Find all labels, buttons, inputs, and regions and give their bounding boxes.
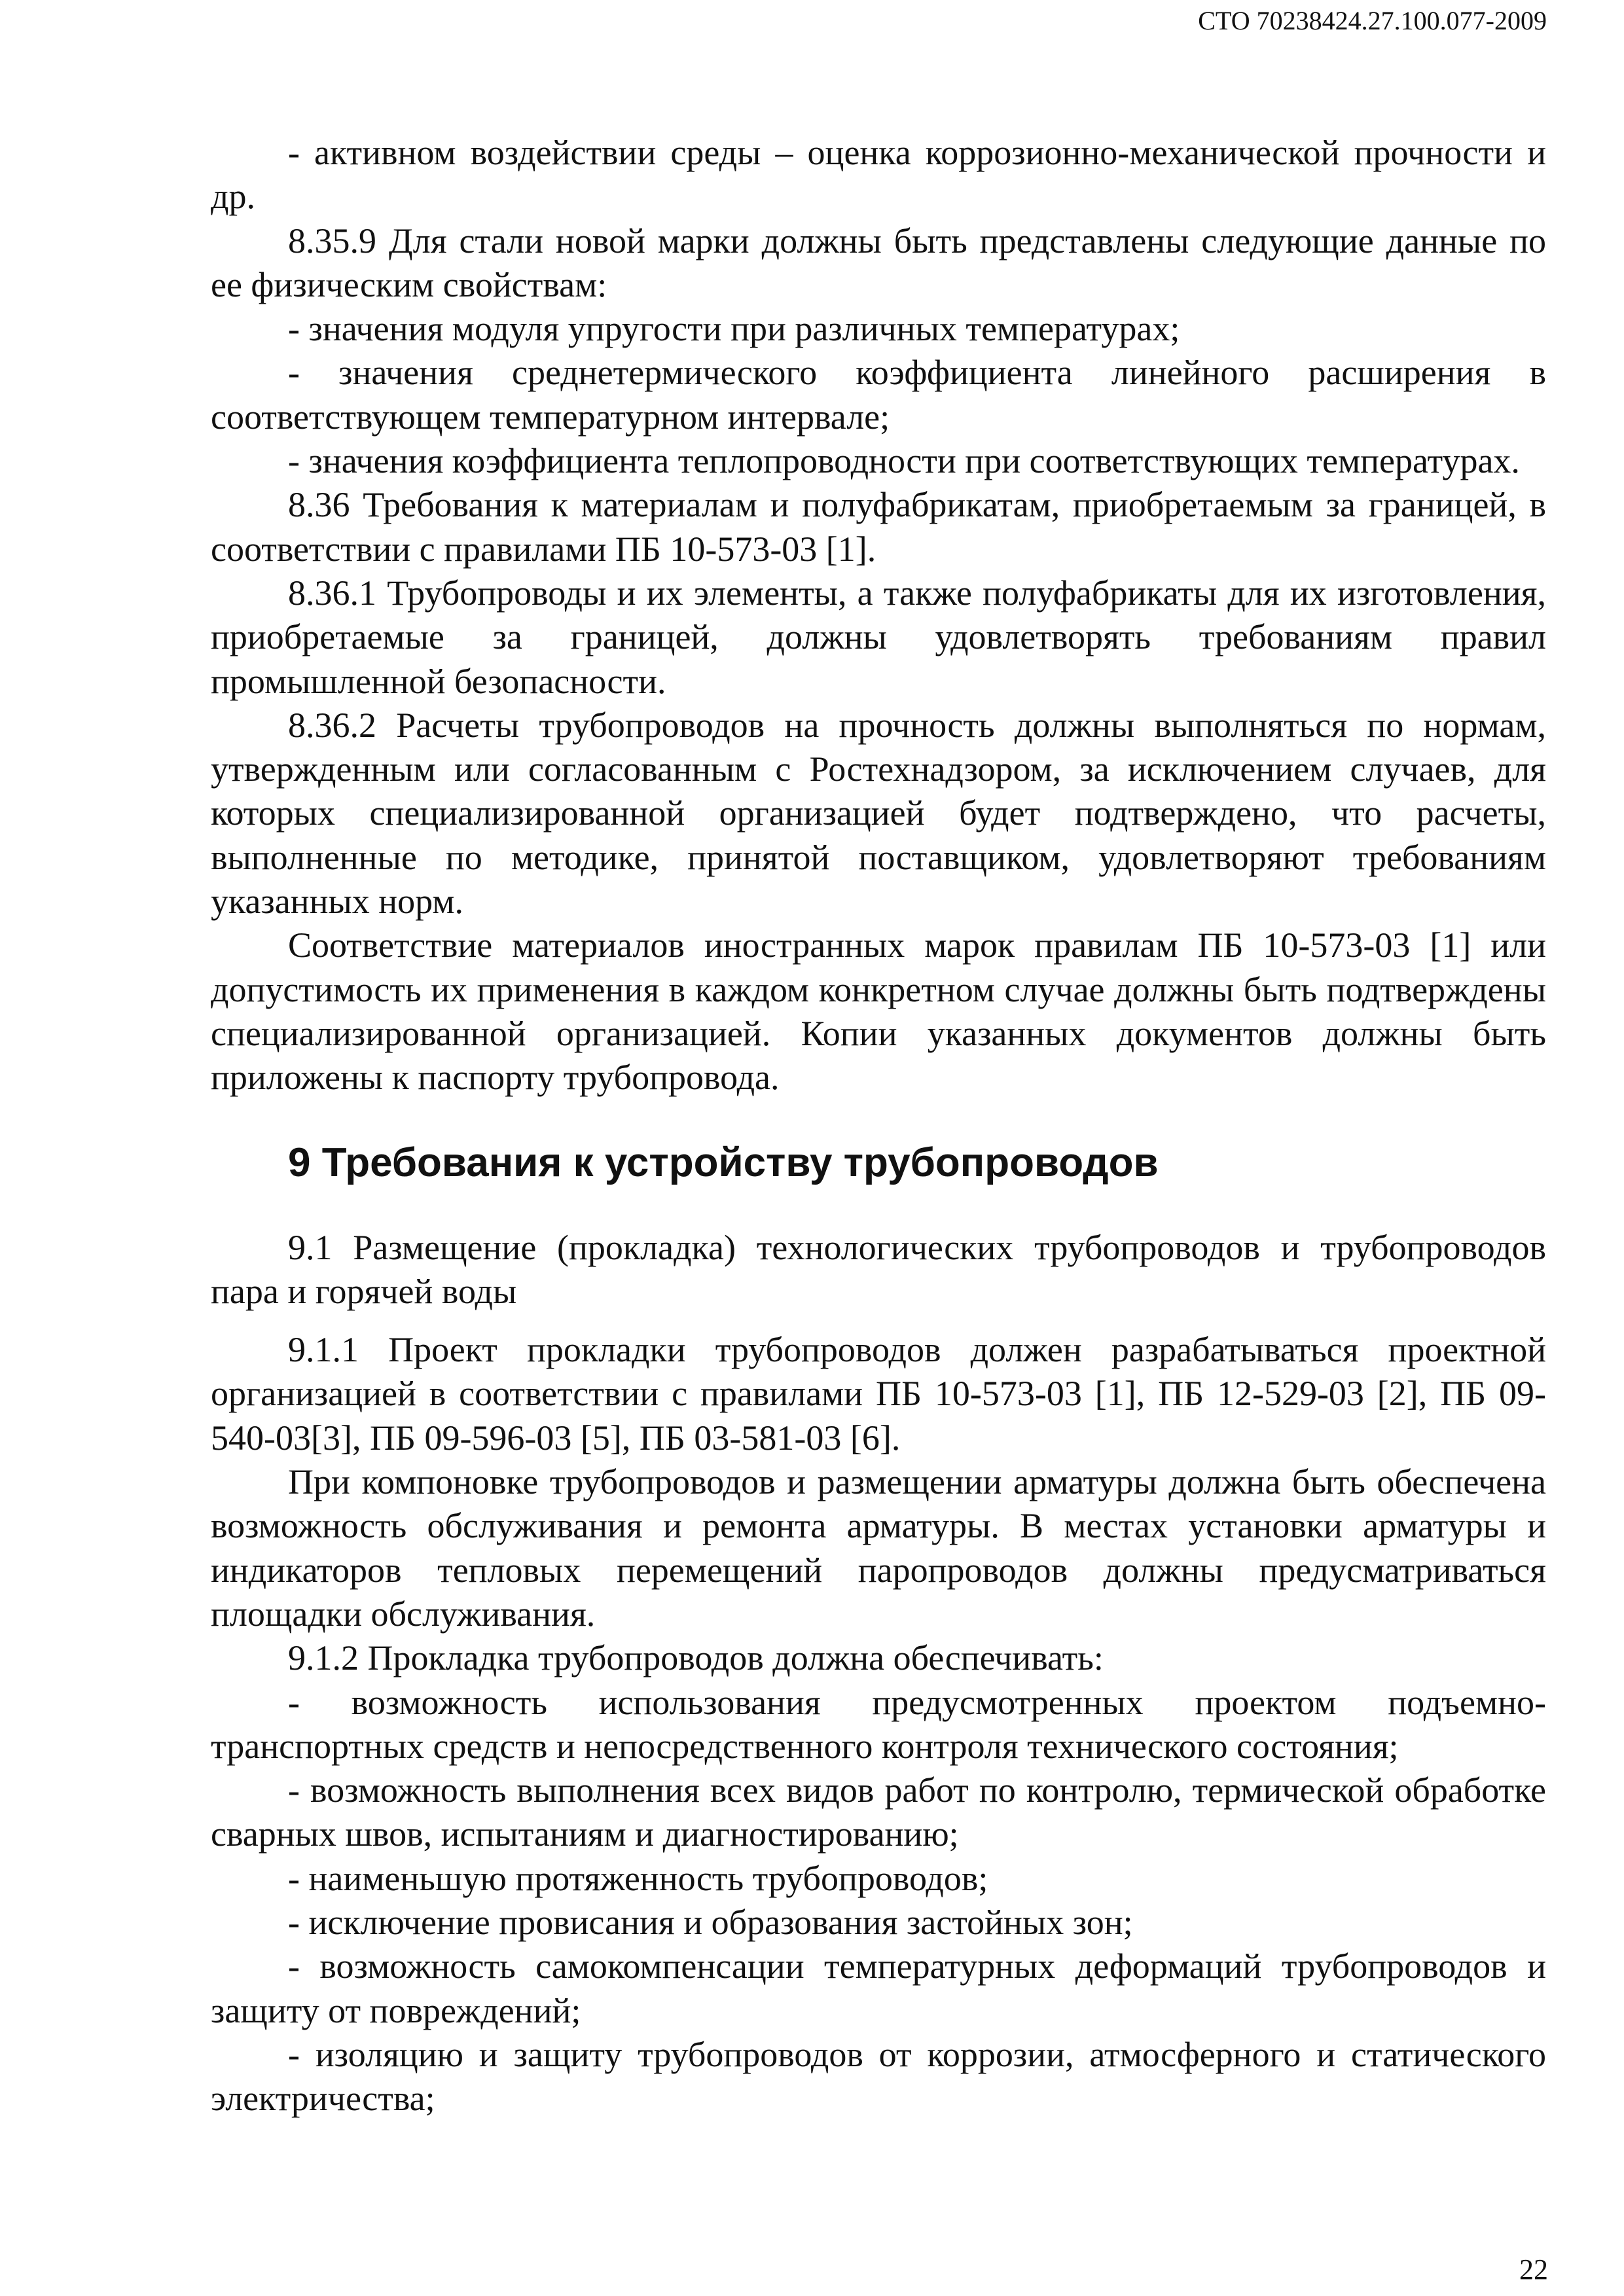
page-number: 22 bbox=[1519, 2253, 1548, 2286]
list-item: - наименьшую протяженность трубопроводов; bbox=[288, 1858, 988, 1898]
paragraph: - значения модуля упругости при различных температурах; bbox=[288, 309, 1180, 349]
paragraph: - значения коэффициента теплопроводности при соответствующих температурах. bbox=[288, 441, 1520, 481]
paragraph: При компоновке трубопроводов и размещении арматуры должна быть обеспечена возможность обслуживания и ремонта арматуры. В местах установки арматуры и индикаторов тепловых перемещений паропроводов должны предусматриваться площадки обслуживания. bbox=[211, 1462, 1546, 1634]
subsection-title: 9.1 Размещение (прокладка) технологических трубопроводов и трубопроводов пара и горячей воды bbox=[211, 1227, 1546, 1311]
list-item: - изоляцию и защиту трубопроводов от коррозии, атмосферного и статического электричества; bbox=[211, 2034, 1546, 2119]
list-item: - исключение провисания и образования застойных зон; bbox=[288, 1902, 1133, 1942]
section-heading: 9 Требования к устройству трубопроводов bbox=[288, 1139, 1159, 1185]
paragraph: 9.1.2 Прокладка трубопроводов должна обеспечивать: bbox=[288, 1638, 1104, 1678]
paragraph: 8.35.9 Для стали новой марки должны быть представлены следующие данные по ее физическим свойствам: bbox=[211, 221, 1546, 304]
list-item: - возможность выполнения всех видов работ по контролю, термической обработке сварных швов, испытаниям и диагностированию; bbox=[211, 1770, 1546, 1854]
paragraph: 8.36.1 Трубопроводы и их элементы, а также полуфабрикаты для их изготовления, приобретаемые за границей, должны удовлетворять требованиям правил промышленной безопасности. bbox=[211, 573, 1546, 701]
paragraph: Соответствие материалов иностранных марок правилам ПБ 10-573-03 [1] или допустимость их применения в каждом конкретном случае должны быть подтверждены специализированной организацией. Копии указанных документов должны быть приложены к паспорту трубопровода. bbox=[211, 925, 1546, 1098]
paragraph: - активном воздействии среды – оценка коррозионно-механической прочности и др. bbox=[211, 133, 1546, 217]
paragraph: 8.36 Требования к материалам и полуфабрикатам, приобретаемым за границей, в соответствии с правилами ПБ 10-573-03 [1]. bbox=[211, 485, 1546, 569]
paragraph: - значения среднетермического коэффициента линейного расширения в соответствующем температурном интервале; bbox=[211, 353, 1546, 437]
list-item: - возможность самокомпенсации температурных деформаций трубопроводов и защиту от повреждений; bbox=[211, 1946, 1546, 2030]
paragraph: 9.1.1 Проект прокладки трубопроводов должен разрабатываться проектной организацией в соответствии с правилами ПБ 10-573-03 [1], ПБ 12-529-03 [2], ПБ 09-540-03[3], ПБ 09-596-03 [5], ПБ 03-581-03 [6]. bbox=[211, 1330, 1546, 1458]
document-code: СТО 70238424.27.100.077-2009 bbox=[1198, 6, 1547, 35]
list-item: - возможность использования предусмотренных проектом подъемно-транспортных средств и непосредственного контроля технического состояния; bbox=[211, 1682, 1546, 1766]
page-body bbox=[211, 131, 1546, 2121]
paragraph: 8.36.2 Расчеты трубопроводов на прочность должны выполняться по нормам, утвержденным или согласованным с Ростехнадзором, за исключением случаев, для которых специализированной организацией будет подтверждено, что расчеты, выполненные по методике, принятой поставщиком, удовлетворяют требованиям указанных норм. bbox=[211, 705, 1546, 922]
